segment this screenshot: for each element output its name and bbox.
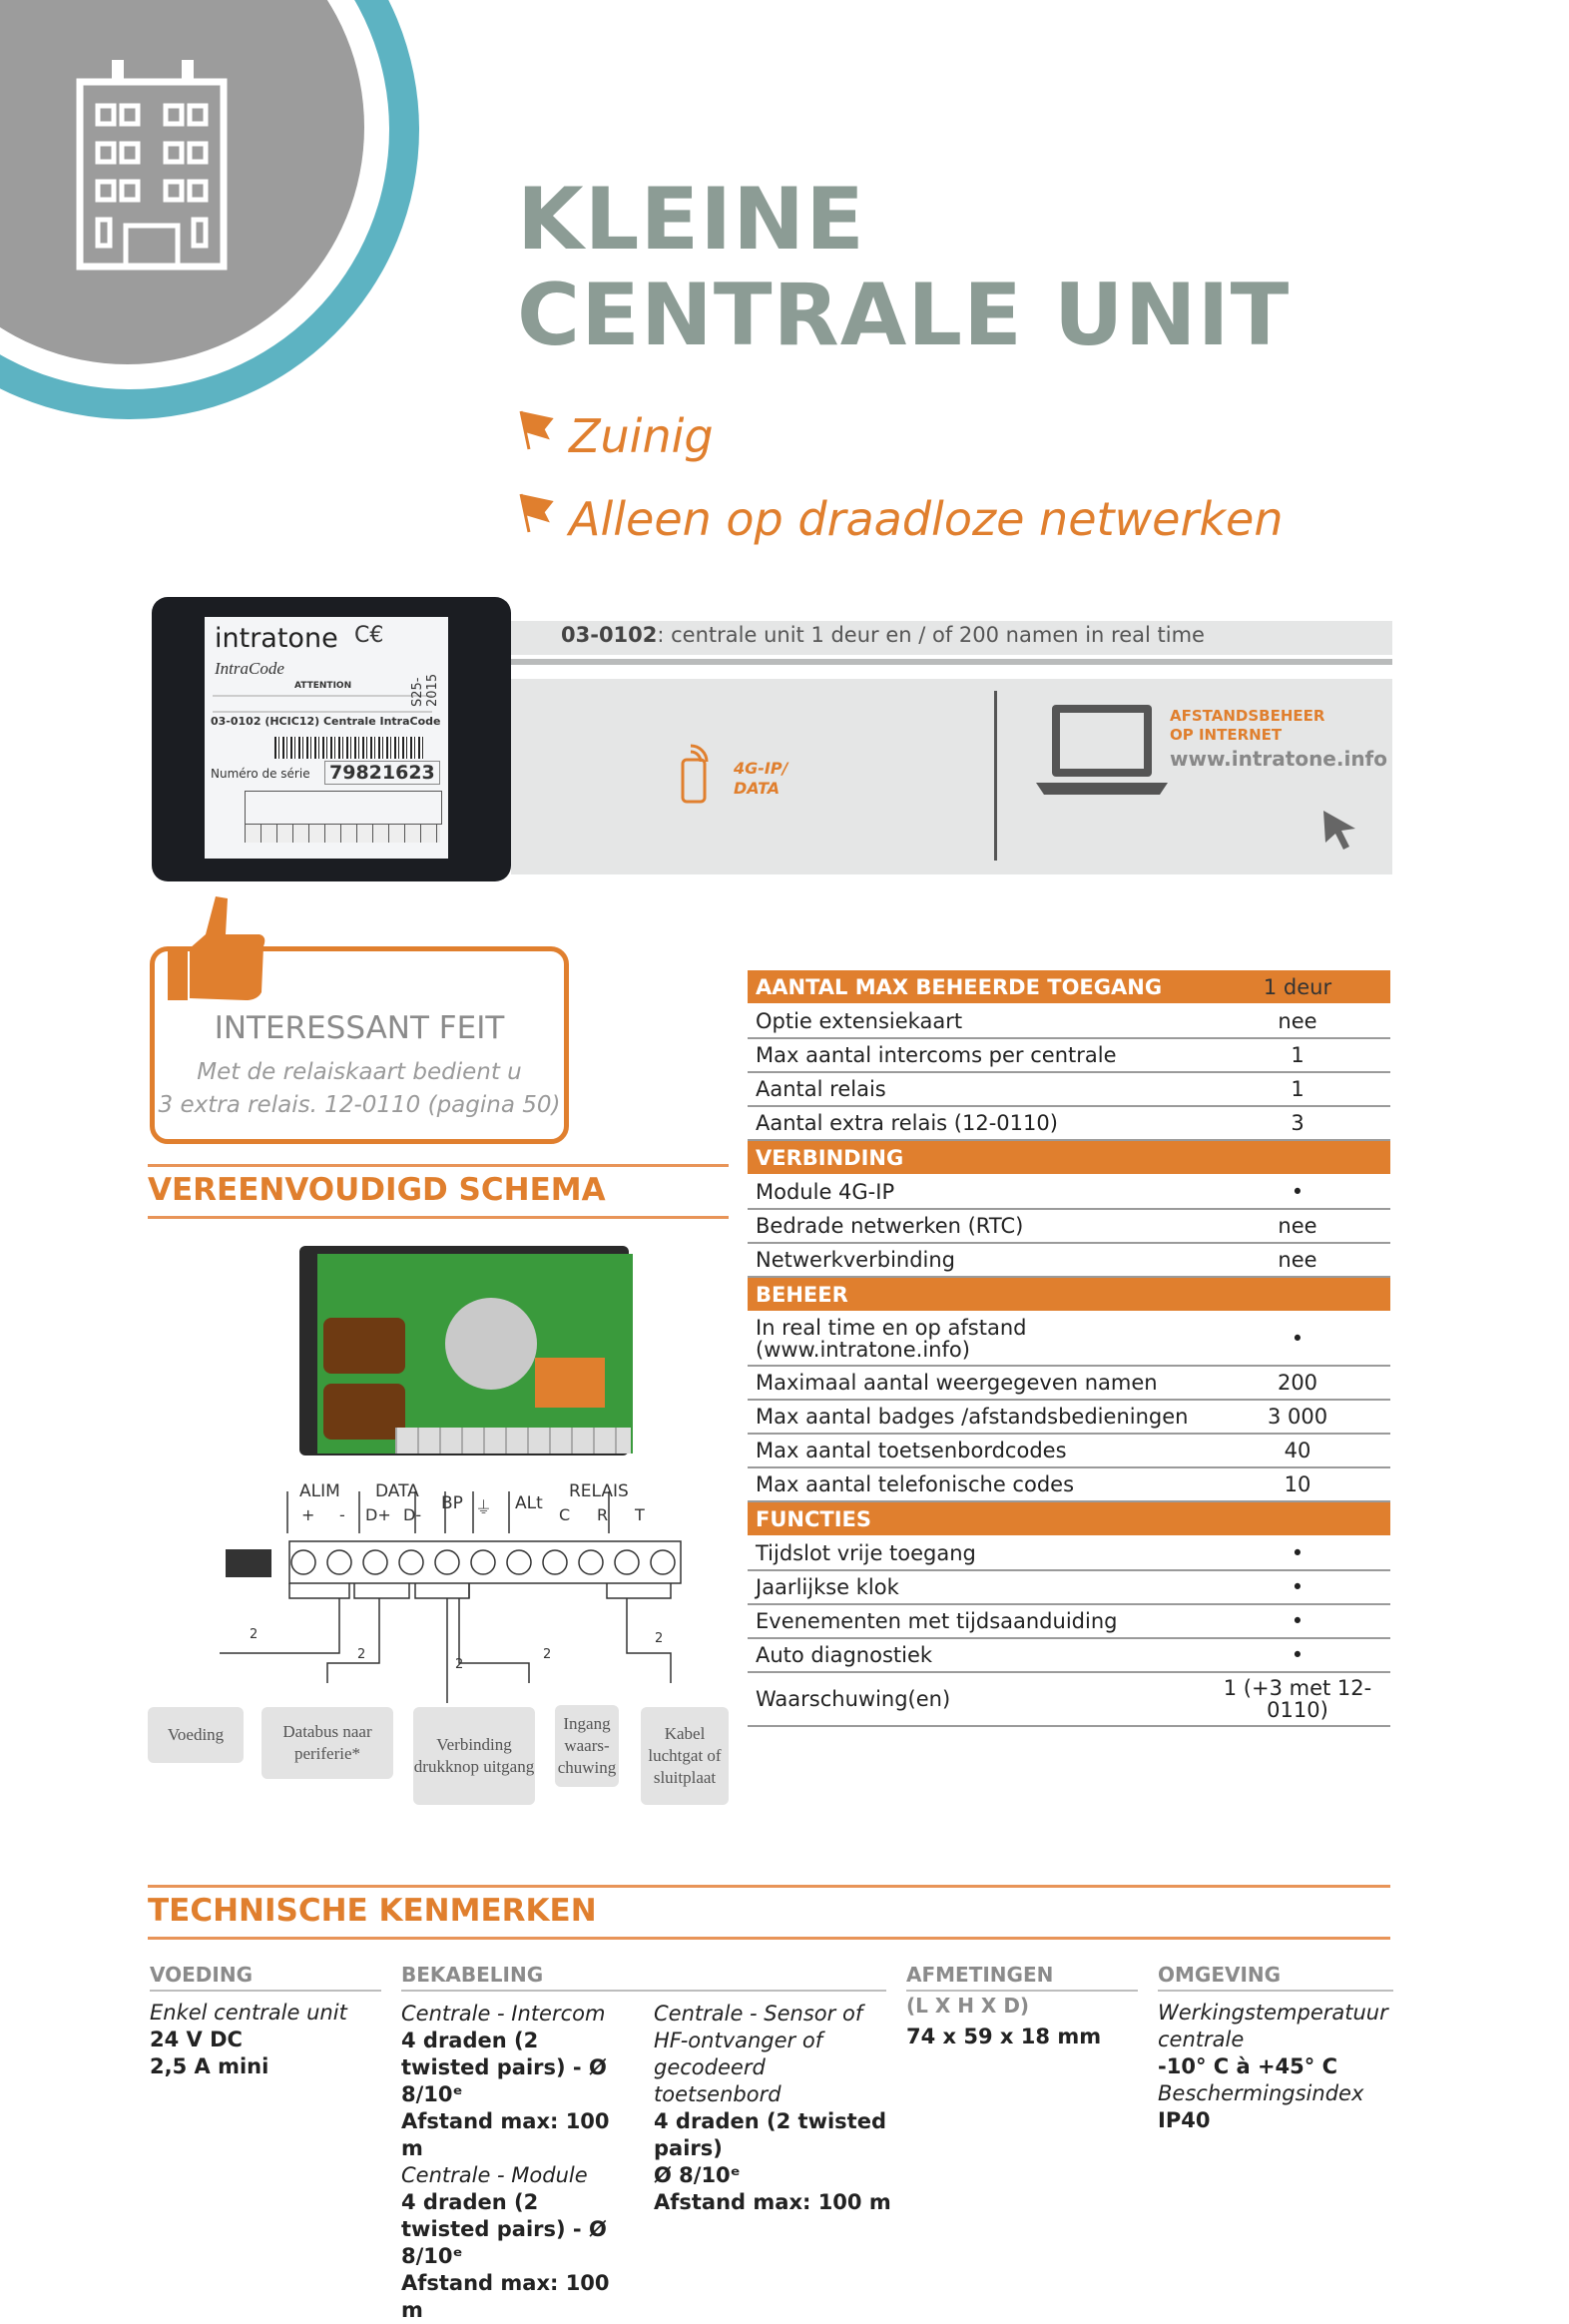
spec-section-value [1205,1140,1390,1175]
terminal-label: ALt [515,1493,543,1513]
tech-heading: OMGEVING [1158,1963,1282,1987]
diagram-label: Verbinding drukknop uitgang [413,1707,535,1805]
feature-item [517,492,1283,546]
wire-count: 2 [543,1647,552,1662]
building-icon [72,56,232,271]
tech-text: 2,5 A mini [150,2054,269,2078]
spec-label: Optie extensiekaart [748,1004,1205,1038]
spec-value: • [1205,1604,1390,1638]
capacitor [323,1318,405,1374]
product-reference [561,623,1205,647]
feature-text: Alleen op draadloze netwerken [569,492,1284,546]
spec-value: • [1205,1536,1390,1570]
spec-section-header [748,970,1390,1004]
cursor-icon [1319,807,1359,853]
spec-row [748,1106,1390,1140]
tech-heading: VOEDING [150,1963,253,1987]
spec-row [748,1312,1390,1366]
battery [445,1298,537,1390]
terminal-label: RELAIS [569,1481,629,1501]
spec-section-title: VERBINDING [748,1140,1205,1175]
title-line-1: KLEINE [517,170,865,270]
label-attention: ATTENTION [294,681,352,691]
spec-label: Auto diagnostiek [748,1638,1205,1672]
spec-label: Jaarlijkse klok [748,1570,1205,1604]
divider [150,1990,381,1992]
spec-row [748,1434,1390,1467]
label-terminal-map [245,791,442,825]
tech-text: 74 x 59 x 18 mm [906,2025,1102,2048]
label-serial-caption: Numéro de série [211,767,310,781]
spec-label: Netwerkverbinding [748,1243,1205,1277]
divider [148,1937,1390,1940]
tech-text: 4 draden (2 twisted pairs) - Ø 8/10ᵉ [401,2029,607,2106]
spec-row [748,1366,1390,1400]
wire-count: 2 [455,1657,464,1672]
pin-label: D- [403,1505,422,1524]
ground-symbol: ⏚ [475,1498,492,1518]
spec-value: 3 000 [1205,1400,1390,1434]
spec-label: Max aantal toetsenbordcodes [748,1434,1205,1467]
spec-value: • [1205,1570,1390,1604]
fact-text [150,1056,569,1122]
spec-row [748,1638,1390,1672]
spec-section-header [748,1140,1390,1175]
laptop-icon [1032,701,1172,801]
spec-label: Aantal relais [748,1072,1205,1106]
diagram-label: Ingang waars-chuwing [555,1705,619,1787]
schema-title: VEREENVOUDIGD SCHEMA [148,1172,606,1208]
spec-row [748,1604,1390,1638]
tech-column [654,2001,893,2216]
fact-text-line: Met de relaiskaart bedient u [197,1059,522,1085]
spec-row [748,1570,1390,1604]
divider [1158,1990,1393,1992]
terminal-label: BP [441,1493,463,1513]
relay [535,1358,605,1408]
divider [148,1164,729,1167]
tech-voeding [150,1963,381,2080]
flag-icon [517,409,555,451]
spec-section-value [1205,1277,1390,1312]
spec-label: Aantal extra relais (12-0110) [748,1106,1205,1140]
spec-value: • [1205,1638,1390,1672]
technical-title: TECHNISCHE KENMERKEN [148,1893,597,1929]
ce-mark: C€ [354,623,384,648]
label-brand: intratone [215,623,338,654]
spec-row [748,1467,1390,1501]
remote-title: AFSTANDSBEHEER OP INTERNET [1170,707,1325,744]
diagram-label: Voeding [148,1707,244,1763]
spec-label: Max aantal telefonische codes [748,1467,1205,1501]
diagram-label: Kabel luchtgat of sluitplaat [641,1707,729,1805]
spec-value: • [1205,1312,1390,1366]
tech-text: Enkel centrale unit [150,2001,347,2025]
thumbs-up-icon [150,888,269,1008]
spec-row [748,1038,1390,1072]
pin-label: - [339,1505,345,1524]
divider [148,1216,729,1219]
spec-section-title: AANTAL MAX BEHEERDE TOEGANG [748,970,1205,1004]
pin-label: + [301,1505,315,1524]
spec-row [748,1400,1390,1434]
tech-text: Centrale - Module [401,2163,588,2187]
spec-row [748,1243,1390,1277]
spec-label: Module 4G-IP [748,1175,1205,1209]
page-title [517,172,1290,363]
tech-text: IP40 [1158,2108,1211,2132]
label-serial: 79821623 [324,761,440,785]
spec-value: nee [1205,1209,1390,1243]
tech-text: Centrale - Sensor of HF-ontvanger of gecodeerd toetsenbord [654,2002,863,2106]
wire-count: 2 [250,1627,259,1642]
connector [226,1549,271,1577]
tech-text: Werkingstemperatuur centrale [1158,2001,1388,2051]
spec-value: 10 [1205,1467,1390,1501]
spec-section-value [1205,1501,1390,1536]
divider [906,1990,1138,1992]
spec-value: 200 [1205,1366,1390,1400]
divider [401,1990,886,1992]
label-reference: 03-0102 (HCIC12) Centrale IntraCode [211,715,441,728]
tech-text: -10° C à +45° C [1158,2054,1337,2078]
pin-label: R [597,1505,609,1524]
spec-value: • [1205,1175,1390,1209]
spec-section-header [748,1501,1390,1536]
diagram-label: Databus naar periferie* [262,1707,393,1779]
feature-item [517,409,714,463]
tech-heading: AFMETINGEN [906,1963,1054,1987]
spec-table [748,970,1390,1727]
spec-section-header [748,1277,1390,1312]
tech-text: 4 draden (2 twisted pairs) - Ø 8/10ᵉ [401,2190,607,2268]
panel-separator [994,691,997,861]
tech-afmetingen [906,1963,1138,2050]
spec-value: 1 [1205,1072,1390,1106]
label-terminals [245,825,440,843]
remote-url: www.intratone.info [1170,747,1387,771]
spec-label: Maximaal aantal weergegeven namen [748,1366,1205,1400]
reference-code: 03-0102 [561,623,658,647]
terminal-block [395,1428,631,1453]
spec-label: Max aantal badges /afstandsbedieningen [748,1400,1205,1434]
tech-bekabeling [401,1963,886,2000]
spec-label: In real time en op afstand (www.intratone.info) [748,1312,1205,1366]
tech-omgeving [1158,1963,1393,2134]
spec-section-title: BEHEER [748,1277,1205,1312]
spec-row [748,1672,1390,1726]
feature-text: Zuinig [569,409,714,463]
terminal-label: DATA [375,1481,419,1501]
spec-value: nee [1205,1243,1390,1277]
spec-row [748,1209,1390,1243]
terminal-label: ALIM [299,1481,340,1501]
spec-value: 1 (+3 met 12-0110) [1205,1672,1390,1726]
tech-text: 24 V DC [150,2028,243,2051]
spec-label: Waarschuwing(en) [748,1672,1205,1726]
label-side-code: S25-2015 [410,673,440,707]
spec-value: 3 [1205,1106,1390,1140]
spec-row [748,1175,1390,1209]
barcode [274,737,424,759]
tech-text: Afstand max: 100 m [401,2271,610,2322]
spec-section-title: FUNCTIES [748,1501,1205,1536]
title-line-2: CENTRALE UNIT [517,266,1291,365]
spec-row [748,1004,1390,1038]
spec-section-value: 1 deur [1205,970,1390,1004]
divider [511,659,1392,665]
spec-row [748,1536,1390,1570]
tech-text: Ø 8/10ᵉ [654,2163,741,2187]
spec-label: Evenementen met tijdsaanduiding [748,1604,1205,1638]
tech-text: Afstand max: 100 m [654,2190,891,2214]
reference-text: : centrale unit 1 deur en / of 200 namen in real time [657,623,1205,647]
wire-count: 2 [655,1631,664,1646]
tech-text: Beschermingsindex [1158,2081,1364,2105]
tech-column [401,2001,633,2324]
divider [148,1885,1390,1888]
phone-signal-icon [679,744,715,806]
fact-title: INTERESSANT FEIT [214,1010,505,1046]
spec-value: 40 [1205,1434,1390,1467]
tech-text: Afstand max: 100 m [401,2109,610,2160]
spec-label: Max aantal intercoms per centrale [748,1038,1205,1072]
capacitor [323,1384,405,1440]
pin-label: C [559,1505,571,1524]
wire-count: 2 [357,1647,366,1662]
product-label [205,617,448,859]
tech-text: 4 draden (2 twisted pairs) [654,2109,886,2160]
label-fineprint [213,695,432,713]
spec-row [748,1072,1390,1106]
comm-badge: 4G-IP/ DATA [734,759,788,798]
spec-value: 1 [1205,1038,1390,1072]
spec-value: nee [1205,1004,1390,1038]
pin-label: T [635,1505,645,1524]
fact-text-line: 3 extra relais. 12-0110 (pagina 50) [158,1092,561,1118]
spec-label: Bedrade netwerken (RTC) [748,1209,1205,1243]
label-model: IntraCode [215,659,284,678]
pin-label: D+ [365,1505,391,1524]
tech-text: Centrale - Intercom [401,2002,606,2026]
tech-heading: BEKABELING [401,1963,544,1987]
tech-subheading: (L X H X D) [906,1994,1030,2018]
spec-label: Tijdslot vrije toegang [748,1536,1205,1570]
flag-icon [517,492,555,534]
